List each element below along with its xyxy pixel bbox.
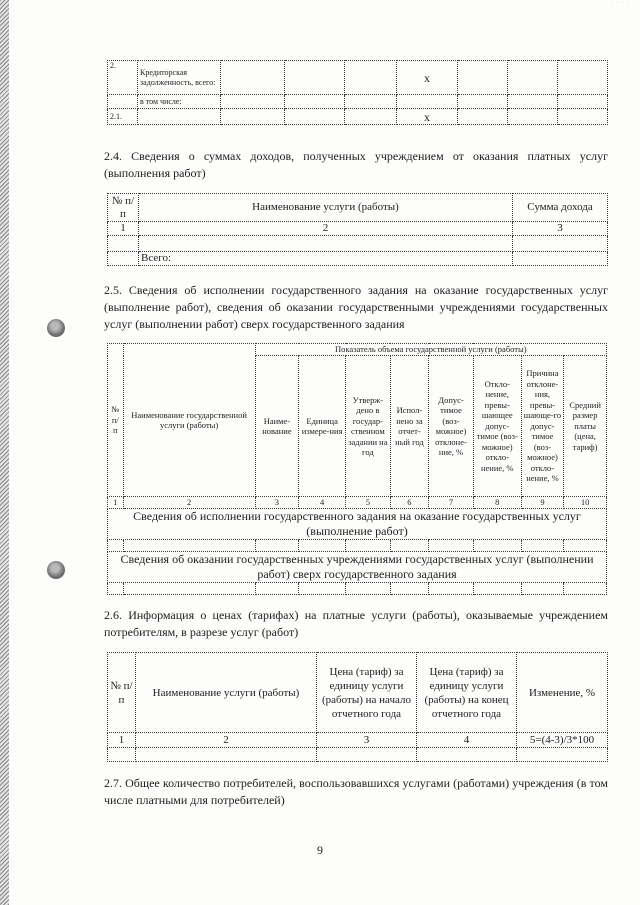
header-price-end: Цена (тариф) за единицу услуги (работы) на конец отчетного года [417,653,517,733]
header-service: Наименование услуги (работы) [136,653,317,733]
section-2-4-heading: 2.4. Сведения о суммах доходов, полученных учреждением от оказания платных услуг (выполнения работ) [104,149,608,180]
header-executed: Испол-нено за отчет-ный год [390,356,428,497]
row-label: Кредиторская задолженность, всего: [138,61,221,95]
scan-edge [0,0,9,905]
header-average-fee: Средний размер платы (цена, тариф) [564,356,607,497]
column-numbers: 1 2 3 [108,222,608,236]
x-mark: х [397,61,458,95]
header-service: Наименование услуги (работы) [139,194,513,222]
section-2-7-heading: 2.7. Общее количество потребителей, воспользовавшихся услугами (работами) учреждения (в том числе платными для потребителей) [104,776,608,807]
header-allowed-deviation: Допус-тимое (воз-можное) отклоне-ние, % [429,356,474,497]
punch-hole-top [47,319,65,337]
header-deviation-reason: Причина отклоне-ния, превы-шающе-го допус-тимое (воз-можное) откло-нение, % [521,356,564,497]
row-label: в том числе: [138,95,221,109]
header-num: № п/п [108,653,136,733]
row-number: 2.1. [108,109,138,125]
table-prices [107,652,608,762]
header-change: Изменение, % [517,653,608,733]
column-numbers: 1 2 3 4 5 6 7 8 9 10 [108,497,607,509]
section-2-5-heading: 2.5. Сведения об исполнении государственного задания на оказание государственных услуг (выполнение работ), сведения об оказании государственными учреждениями государственных услуг (выполнении работ) сверх государственного задания [104,283,608,331]
change-formula: 5=(4-3)/3*100 [517,733,608,748]
header-excess-deviation: Откло-нение, превы-шающее допус-тимое (воз-можное) откло-нение, % [473,356,521,497]
header-volume-indicator: Показатель объема государственной услуги (работы) [255,344,606,356]
corner-mark: · · · · · [605,0,630,6]
table-row [108,540,607,552]
table-row [108,95,608,109]
table-income [107,193,608,266]
table-row [108,61,608,95]
table-state-assignment [107,343,607,595]
table-row [108,583,607,595]
header-num: № п/п [108,194,139,222]
row-above-assignment: Сведения об оказании государственных учреждениями государственных услуг (выполнении работ) сверх государственного задания [108,552,607,583]
table-row [108,109,608,125]
total-label: Всего: [139,252,513,266]
header-price-start: Цена (тариф) за единицу услуги (работы) на начало отчетного года [317,653,417,733]
table-row [108,236,608,252]
row-number: 2. [108,61,138,95]
header-approved: Утверж-дено в государ-ственном задании на год [346,356,391,497]
punch-hole-bottom [47,561,65,579]
header-name: Наиме-нование [255,356,299,497]
x-mark: х [397,109,458,125]
total-row [108,252,608,266]
header-num: № п/п [108,344,124,497]
column-numbers: 1 2 3 4 5=(4-3)/3*100 [108,733,608,748]
header-service-name: Наименование государственной услуги (работы) [123,344,255,497]
table-payables [107,60,608,125]
page-number: 9 [317,843,323,857]
table-row [108,748,608,762]
header-income: Сумма дохода [513,194,608,222]
header-unit: Единица измере-ния [299,356,346,497]
row-assignment-execution: Сведения об исполнении государственного задания на оказание государственных услуг (выполнение работ) [108,509,607,540]
section-2-6-heading: 2.6. Информация о ценах (тарифах) на платные услуги (работы), оказываемые учреждением потребителям, в разрезе услуг (работ) [104,608,608,639]
